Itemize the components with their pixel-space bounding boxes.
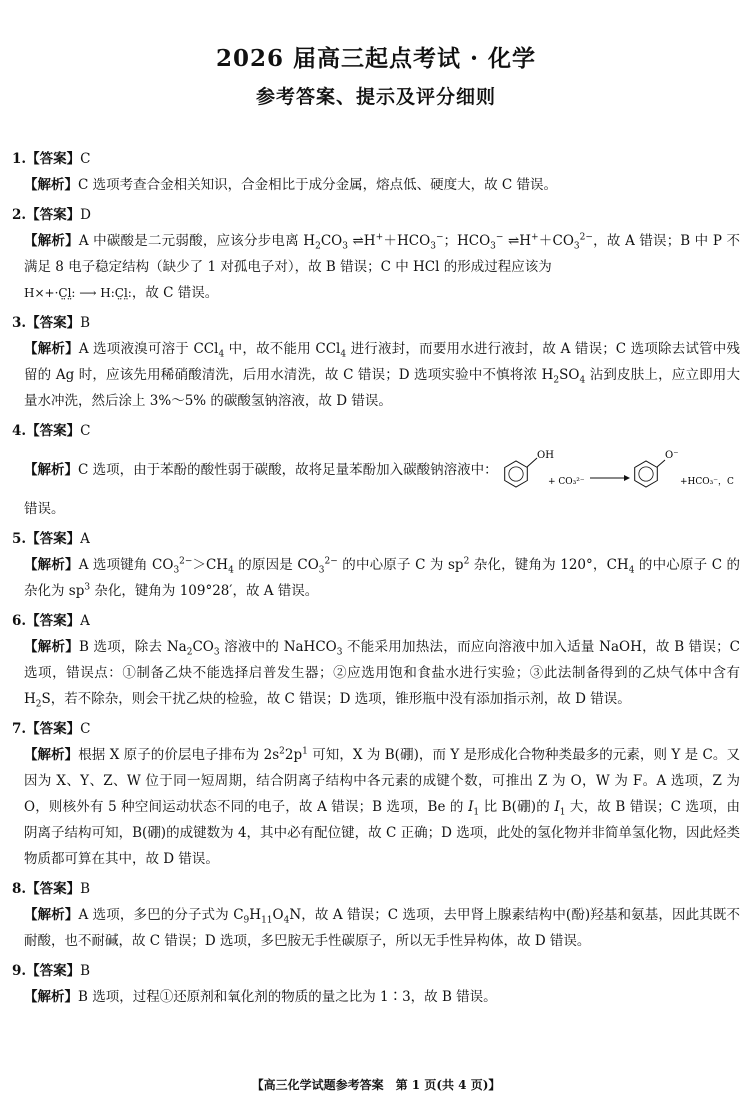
phenoxide-benzene-ring <box>634 461 657 487</box>
analysis-label: 【解析】 <box>24 341 79 357</box>
answer-label: 【答案】 <box>26 151 81 167</box>
analysis-text <box>12 634 740 712</box>
answer-line <box>12 310 740 336</box>
analysis-text <box>12 742 740 872</box>
answer-item <box>12 876 740 954</box>
answer-value: A <box>80 531 90 547</box>
analysis-body: 根据 X 原子的价层电子排布为 $2s^22p^1$ 可知，X 为 B(硼)，而 Y 是形成化合物种类最多的元素，则 Y 是 C。又因为 X、Y、Z、W 位于同一短周期，结合阴离子结构中各元素的成键个数，可推出 Z 为 O，W 为 F。A 选项，Z 为 O，则核外有 5 种空间运动状态不同的电子，故 A 错误；B 选项，Be 的 $I_1$ 比 B(硼)的 $I_1$ 大，故 B 错误；C 选项，由阴离子结构可知，B(硼)的成键数为 4，其中必有配位键，故 C 正确；D 选项，此处的氢化物并非简单氢化物，因此烃类物质都可算在其中，故 D 错误。 <box>24 746 740 867</box>
phenoxide-label: O⁻ <box>664 450 679 461</box>
answer-label: 【答案】 <box>26 423 81 439</box>
analysis-text <box>12 552 740 604</box>
question-number: 8. <box>12 881 27 897</box>
analysis-tail: ，故 C 错误。 <box>131 285 219 301</box>
answer-item <box>12 958 740 1010</box>
answer-value: C <box>80 423 91 439</box>
page-subtitle: 参考答案、提示及评分细则 <box>255 86 496 108</box>
phenoxide-o-bond <box>657 460 665 467</box>
answer-item <box>12 310 740 414</box>
question-number: 2. <box>12 207 27 223</box>
electron-formula: H×+·C̤l̤: ⟶ H:C̤l̤: <box>24 286 132 300</box>
analysis-text <box>12 228 740 306</box>
hydroxyl-label: OH <box>536 450 554 461</box>
phenoxide-benzene-ring-aromatic-ring <box>638 467 652 481</box>
answer-value: C <box>80 721 91 737</box>
analysis-text <box>12 444 740 496</box>
analysis-body: B 选项，过程①还原剂和氧化剂的物质的量之比为 1∶3，故 B 错误。 <box>78 989 497 1005</box>
analysis-body: A 中碳酸是二元弱酸，应该分步电离 $H_2CO_3$ $\rightleftharpoons H^++HCO_3^-$；$HCO_3^-$ $\rightleftharpoons H^++CO_3^{2-}$，故 A 错误；B 中 P 不满足 8 电子稳定结构（缺少了 1 对孤电子对），故 B 错误；C 中 HCl 的形成过程应该为 <box>24 232 740 275</box>
question-number: 6. <box>12 613 27 629</box>
question-number: 3. <box>12 315 27 331</box>
analysis-label: 【解析】 <box>24 233 79 249</box>
answer-label: 【答案】 <box>26 721 81 737</box>
answer-label: 【答案】 <box>26 207 81 223</box>
answer-label: 【答案】 <box>26 315 81 331</box>
answer-line <box>12 608 740 634</box>
answer-list <box>12 146 740 1014</box>
answer-label: 【答案】 <box>26 613 81 629</box>
answer-item <box>12 418 740 522</box>
analysis-tail: 错误。 <box>24 501 65 517</box>
answer-value: B <box>80 315 91 331</box>
analysis-label: 【解析】 <box>24 907 79 923</box>
analysis-lead: C 选项，由于苯酚的酸性弱于碳酸，故将足量苯酚加入碳酸钠溶液中： <box>78 462 498 478</box>
analysis-text <box>12 336 740 414</box>
answer-label: 【答案】 <box>26 881 81 897</box>
phenol-benzene-ring-aromatic-ring <box>508 467 522 481</box>
analysis-text <box>12 984 740 1010</box>
analysis-body: A 选项液溴可溶于 CCl$_4$ 中，故不能用 CCl$_4$ 进行液封，而要用水进行液封，故 A 错误；C 选项除去试管中残留的 Ag 时，应该先用稀硝酸清洗，后用水清洗，故 C 错误；D 选项实验中不慎将浓 $H_2SO_4$ 沾到皮肤上，应立即用大量水冲洗，然后涂上 3%～5% 的碳酸氢钠溶液，故 D 错误。 <box>24 341 741 409</box>
analysis-label: 【解析】 <box>24 557 79 573</box>
answer-line <box>12 418 740 444</box>
answer-item <box>12 526 740 604</box>
answer-line <box>12 876 740 902</box>
question-number: 9. <box>12 963 27 979</box>
analysis-label: 【解析】 <box>24 747 79 763</box>
answer-item <box>12 716 740 872</box>
answer-line <box>12 958 740 984</box>
analysis-text <box>12 902 740 954</box>
analysis-body: A 选项，多巴的分子式为 $C_9H_{11}O_4N$，故 A 错误；C 选项，去甲肾上腺素结构中(酚)羟基和氨基，因此其既不耐酸，也不耐碱，故 C 错误；D 选项，多巴胺无手性碳原子，所以无手性异构体，故 D 错误。 <box>24 907 740 949</box>
answer-value: C <box>80 151 91 167</box>
analysis-label: 【解析】 <box>24 462 78 478</box>
analysis-body: B 选项，除去 $Na_2CO_3$ 溶液中的 NaHCO$_3$ 不能采用加热法，而应向溶液中加入适量 NaOH，故 B 错误；C 选项，错误点：①制备乙炔不能选择启普发生器；②应选用饱和食盐水进行实验；③此法制备得到的乙炔气体中含有 $H_2S$，若不除杂，则会干扰乙炔的检验，故 C 错误；D 选项，锥形瓶中没有添加指示剂，故 D 错误。 <box>24 639 740 710</box>
analysis-body: C 选项考查合金相关知识，合金相比于成分金属，熔点低、硬度大，故 C 错误。 <box>78 177 558 193</box>
carbonate-label: + CO₃²⁻ <box>547 477 585 487</box>
answer-value: B <box>80 881 91 897</box>
analysis-text <box>12 172 740 198</box>
answer-value: D <box>80 207 91 223</box>
answer-line <box>12 146 740 172</box>
question-number: 7. <box>12 721 27 737</box>
analysis-label: 【解析】 <box>24 989 78 1005</box>
answer-label: 【答案】 <box>26 531 81 547</box>
question-number: 1. <box>12 151 27 167</box>
phenol-oh-bond <box>527 458 537 467</box>
answer-value: A <box>80 613 90 629</box>
phenol-reaction-diagram <box>500 444 734 496</box>
page-title: 2026 届高三起点考试 · 化学 <box>215 45 537 72</box>
phenol-benzene-ring <box>504 461 527 487</box>
arrow-head <box>624 475 630 481</box>
answer-item <box>12 146 740 198</box>
bicarbonate-label: +HCO₃⁻，C <box>679 477 734 487</box>
analysis-label: 【解析】 <box>24 639 80 655</box>
answer-line <box>12 716 740 742</box>
analysis-label: 【解析】 <box>24 177 78 193</box>
answer-line <box>12 202 740 228</box>
question-number: 4. <box>12 423 27 439</box>
analysis-body: A 选项键角 $CO_3^{2-}>CH_4$ 的原因是 $CO_3^{2-}$ 的中心原子 C 为 $sp^2$ 杂化，键角为 120°，$CH_4$ 的中心原子 C 的杂化为 $sp^3$ 杂化，键角为 109°28′，故 A 错误。 <box>24 556 741 599</box>
question-number: 5. <box>12 531 27 547</box>
answer-item <box>12 608 740 712</box>
page-footer: 【高三化学试题参考答案 第 1 页(共 4 页)】 <box>251 1078 501 1092</box>
answer-value: B <box>80 963 91 979</box>
answer-line <box>12 526 740 552</box>
answer-label: 【答案】 <box>26 963 81 979</box>
answer-item <box>12 202 740 306</box>
